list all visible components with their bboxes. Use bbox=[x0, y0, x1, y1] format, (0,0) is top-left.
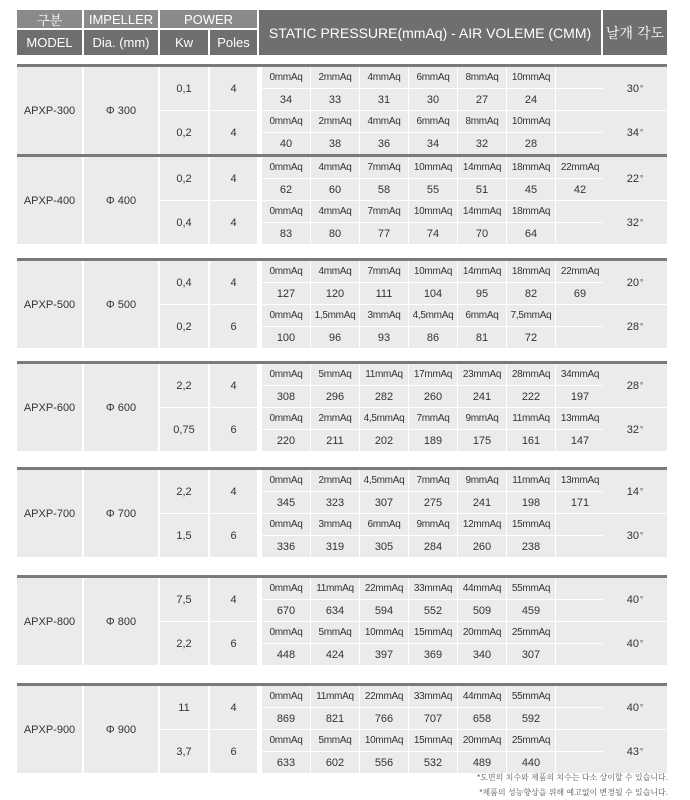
blade-angle bbox=[603, 67, 667, 110]
pressure-cell: 0mmAq bbox=[262, 67, 310, 88]
pressure-cell: 0mmAq bbox=[262, 408, 310, 429]
pressure-cell: 10mmAq bbox=[360, 622, 408, 643]
pressure-cell: 15mmAq bbox=[409, 730, 457, 751]
pressure-cell: 6mmAq bbox=[409, 67, 457, 88]
volume-cell: 307 bbox=[507, 644, 555, 665]
pressure-cell: 7mmAq bbox=[409, 470, 457, 491]
volume-cell: 658 bbox=[458, 708, 506, 729]
pressure-cell: 18mmAq bbox=[507, 261, 555, 282]
degree-symbol: ° bbox=[640, 322, 644, 331]
header-static-pressure: STATIC PRESSURE(mmAq) - AIR VOLEME (CMM) bbox=[259, 10, 601, 55]
pressure-cell: 14mmAq bbox=[458, 201, 506, 222]
pressure-cell: 4,5mmAq bbox=[360, 408, 408, 429]
blade-angle bbox=[603, 201, 667, 244]
volume-cell: 34 bbox=[409, 133, 457, 154]
volume-cell bbox=[556, 89, 604, 110]
volume-cell: 197 bbox=[556, 386, 604, 407]
pressure-cell: 1,5mmAq bbox=[311, 305, 359, 326]
blade-angle-value: 30 bbox=[626, 529, 640, 542]
impeller-dia: Φ 600 bbox=[84, 364, 158, 451]
volume-cell: 70 bbox=[458, 223, 506, 244]
pressure-cell: 8mmAq bbox=[458, 111, 506, 132]
blade-angle bbox=[603, 514, 667, 557]
pressure-cell: 5mmAq bbox=[311, 622, 359, 643]
note-performance: *제품의 성능향상을 위해 예고없이 변경될 수 있습니다. bbox=[479, 788, 668, 797]
volume-cell: 24 bbox=[507, 89, 555, 110]
pressure-cell: 44mmAq bbox=[458, 578, 506, 599]
volume-cell: 42 bbox=[556, 179, 604, 200]
pressure-cell: 14mmAq bbox=[458, 261, 506, 282]
model-name: APXP-800 bbox=[17, 578, 82, 665]
pressure-cell: 22mmAq bbox=[556, 261, 604, 282]
kw-value: 1,5 bbox=[160, 514, 208, 557]
pressure-cell: 22mmAq bbox=[556, 157, 604, 178]
blade-angle bbox=[603, 364, 667, 407]
kw-value: 0,2 bbox=[160, 305, 208, 348]
volume-cell: 440 bbox=[507, 752, 555, 773]
pressure-cell: 0mmAq bbox=[262, 686, 310, 707]
pressure-cell: 5mmAq bbox=[311, 364, 359, 385]
pressure-cell: 34mmAq bbox=[556, 364, 604, 385]
volume-cell: 340 bbox=[458, 644, 506, 665]
volume-cell: 111 bbox=[360, 283, 408, 304]
pressure-cell: 10mmAq bbox=[507, 67, 555, 88]
volume-cell: 69 bbox=[556, 283, 604, 304]
volume-cell: 104 bbox=[409, 283, 457, 304]
model-name: APXP-300 bbox=[17, 67, 82, 154]
kw-value: 0,75 bbox=[160, 408, 208, 451]
pressure-cell: 5mmAq bbox=[311, 730, 359, 751]
pressure-cell: 11mmAq bbox=[360, 364, 408, 385]
volume-cell: 241 bbox=[458, 492, 506, 513]
volume-cell: 459 bbox=[507, 600, 555, 621]
pressure-cell: 10mmAq bbox=[409, 157, 457, 178]
volume-cell bbox=[556, 223, 604, 244]
header-power: POWER bbox=[160, 10, 257, 28]
pressure-cell: 0mmAq bbox=[262, 261, 310, 282]
pressure-cell: 13mmAq bbox=[556, 470, 604, 491]
poles-value: 4 bbox=[210, 578, 257, 621]
kw-value: 0,1 bbox=[160, 67, 208, 110]
pressure-cell: 4mmAq bbox=[311, 157, 359, 178]
volume-cell: 30 bbox=[409, 89, 457, 110]
volume-cell: 220 bbox=[262, 430, 310, 451]
pressure-cell: 25mmAq bbox=[507, 730, 555, 751]
pressure-cell: 2mmAq bbox=[311, 408, 359, 429]
blade-angle bbox=[603, 578, 667, 621]
blade-angle bbox=[603, 111, 667, 154]
blade-angle-value: 28 bbox=[626, 379, 640, 392]
header-model: MODEL bbox=[17, 30, 82, 55]
poles-value: 4 bbox=[210, 157, 257, 200]
blade-angle-value: 32 bbox=[626, 216, 640, 229]
volume-cell: 633 bbox=[262, 752, 310, 773]
blade-angle-value: 30 bbox=[626, 82, 640, 95]
volume-cell: 95 bbox=[458, 283, 506, 304]
volume-cell: 282 bbox=[360, 386, 408, 407]
volume-cell bbox=[556, 600, 604, 621]
volume-cell bbox=[556, 327, 604, 348]
poles-value: 4 bbox=[210, 470, 257, 513]
pressure-cell: 55mmAq bbox=[507, 686, 555, 707]
degree-symbol: ° bbox=[640, 174, 644, 183]
volume-cell: 96 bbox=[311, 327, 359, 348]
pressure-cell: 2mmAq bbox=[311, 470, 359, 491]
blade-angle bbox=[603, 157, 667, 200]
pressure-cell: 8mmAq bbox=[458, 67, 506, 88]
volume-cell: 51 bbox=[458, 179, 506, 200]
volume-cell: 397 bbox=[360, 644, 408, 665]
pressure-cell bbox=[556, 686, 604, 707]
volume-cell: 31 bbox=[360, 89, 408, 110]
blade-angle-value: 40 bbox=[626, 637, 640, 650]
pressure-cell: 11mmAq bbox=[507, 408, 555, 429]
volume-cell: 260 bbox=[458, 536, 506, 557]
blade-angle-value: 22 bbox=[626, 172, 640, 185]
degree-symbol: ° bbox=[640, 128, 644, 137]
volume-cell: 275 bbox=[409, 492, 457, 513]
volume-cell: 260 bbox=[409, 386, 457, 407]
volume-cell: 93 bbox=[360, 327, 408, 348]
volume-cell: 81 bbox=[458, 327, 506, 348]
pressure-cell: 0mmAq bbox=[262, 364, 310, 385]
blade-angle-value: 40 bbox=[626, 593, 640, 606]
pressure-cell: 4mmAq bbox=[311, 201, 359, 222]
volume-cell: 670 bbox=[262, 600, 310, 621]
volume-cell: 448 bbox=[262, 644, 310, 665]
pressure-cell: 10mmAq bbox=[507, 111, 555, 132]
volume-cell bbox=[556, 752, 604, 773]
poles-value: 4 bbox=[210, 261, 257, 304]
volume-cell: 171 bbox=[556, 492, 604, 513]
header-kw: Kw bbox=[160, 30, 208, 55]
poles-value: 4 bbox=[210, 67, 257, 110]
volume-cell bbox=[556, 133, 604, 154]
kw-value: 0,2 bbox=[160, 111, 208, 154]
pressure-cell: 18mmAq bbox=[507, 201, 555, 222]
pressure-cell: 4mmAq bbox=[311, 261, 359, 282]
degree-symbol: ° bbox=[640, 747, 644, 756]
volume-cell: 72 bbox=[507, 327, 555, 348]
volume-cell: 323 bbox=[311, 492, 359, 513]
pressure-cell: 11mmAq bbox=[311, 578, 359, 599]
header-impeller: IMPELLER bbox=[84, 10, 158, 28]
blade-angle-value: 20 bbox=[626, 276, 640, 289]
pressure-cell: 28mmAq bbox=[507, 364, 555, 385]
volume-cell: 308 bbox=[262, 386, 310, 407]
poles-value: 4 bbox=[210, 364, 257, 407]
blade-angle bbox=[603, 622, 667, 665]
model-name: APXP-500 bbox=[17, 261, 82, 348]
volume-cell: 509 bbox=[458, 600, 506, 621]
degree-symbol: ° bbox=[640, 218, 644, 227]
pressure-cell: 22mmAq bbox=[360, 686, 408, 707]
impeller-dia: Φ 900 bbox=[84, 686, 158, 773]
pressure-cell bbox=[556, 67, 604, 88]
pressure-cell: 0mmAq bbox=[262, 578, 310, 599]
pressure-cell bbox=[556, 201, 604, 222]
poles-value: 6 bbox=[210, 408, 257, 451]
kw-value: 0,4 bbox=[160, 201, 208, 244]
volume-cell: 532 bbox=[409, 752, 457, 773]
volume-cell: 120 bbox=[311, 283, 359, 304]
volume-cell: 821 bbox=[311, 708, 359, 729]
poles-value: 6 bbox=[210, 730, 257, 773]
header-dia: Dia. (mm) bbox=[84, 30, 158, 55]
volume-cell: 336 bbox=[262, 536, 310, 557]
blade-angle-value: 32 bbox=[626, 423, 640, 436]
pressure-cell: 15mmAq bbox=[507, 514, 555, 535]
pressure-cell: 20mmAq bbox=[458, 730, 506, 751]
volume-cell: 58 bbox=[360, 179, 408, 200]
pressure-cell: 9mmAq bbox=[458, 408, 506, 429]
kw-value: 2,2 bbox=[160, 622, 208, 665]
volume-cell: 28 bbox=[507, 133, 555, 154]
blade-angle-value: 28 bbox=[626, 320, 640, 333]
volume-cell: 592 bbox=[507, 708, 555, 729]
kw-value: 2,2 bbox=[160, 364, 208, 407]
pressure-cell: 0mmAq bbox=[262, 305, 310, 326]
volume-cell: 33 bbox=[311, 89, 359, 110]
volume-cell: 552 bbox=[409, 600, 457, 621]
header-gubun: 구분 bbox=[17, 10, 82, 28]
volume-cell: 594 bbox=[360, 600, 408, 621]
pressure-cell: 0mmAq bbox=[262, 514, 310, 535]
model-name: APXP-900 bbox=[17, 686, 82, 773]
volume-cell: 45 bbox=[507, 179, 555, 200]
pressure-cell: 4mmAq bbox=[360, 111, 408, 132]
pressure-cell: 3mmAq bbox=[311, 514, 359, 535]
volume-cell: 60 bbox=[311, 179, 359, 200]
model-name: APXP-700 bbox=[17, 470, 82, 557]
volume-cell: 202 bbox=[360, 430, 408, 451]
pressure-cell: 9mmAq bbox=[409, 514, 457, 535]
degree-symbol: ° bbox=[640, 381, 644, 390]
volume-cell: 127 bbox=[262, 283, 310, 304]
poles-value: 4 bbox=[210, 111, 257, 154]
pressure-cell: 2mmAq bbox=[311, 111, 359, 132]
impeller-dia: Φ 400 bbox=[84, 157, 158, 244]
pressure-cell: 20mmAq bbox=[458, 622, 506, 643]
volume-cell: 36 bbox=[360, 133, 408, 154]
volume-cell: 869 bbox=[262, 708, 310, 729]
pressure-cell: 12mmAq bbox=[458, 514, 506, 535]
volume-cell: 86 bbox=[409, 327, 457, 348]
pressure-cell: 3mmAq bbox=[360, 305, 408, 326]
blade-angle bbox=[603, 408, 667, 451]
volume-cell: 64 bbox=[507, 223, 555, 244]
model-name: APXP-600 bbox=[17, 364, 82, 451]
volume-cell: 147 bbox=[556, 430, 604, 451]
pressure-cell: 33mmAq bbox=[409, 578, 457, 599]
volume-cell: 55 bbox=[409, 179, 457, 200]
poles-value: 6 bbox=[210, 305, 257, 348]
volume-cell: 175 bbox=[458, 430, 506, 451]
pressure-cell: 0mmAq bbox=[262, 111, 310, 132]
volume-cell: 634 bbox=[311, 600, 359, 621]
pressure-cell: 0mmAq bbox=[262, 157, 310, 178]
note-dimensions: *도면의 치수와 제품의 치수는 다소 상이할 수 있습니다. bbox=[477, 773, 668, 782]
pressure-cell: 0mmAq bbox=[262, 201, 310, 222]
volume-cell: 489 bbox=[458, 752, 506, 773]
pressure-cell: 11mmAq bbox=[311, 686, 359, 707]
volume-cell: 80 bbox=[311, 223, 359, 244]
volume-cell: 305 bbox=[360, 536, 408, 557]
pressure-cell: 7mmAq bbox=[360, 261, 408, 282]
volume-cell: 211 bbox=[311, 430, 359, 451]
pressure-cell: 14mmAq bbox=[458, 157, 506, 178]
volume-cell bbox=[556, 536, 604, 557]
blade-angle bbox=[603, 730, 667, 773]
pressure-cell: 4mmAq bbox=[360, 67, 408, 88]
pressure-cell: 4,5mmAq bbox=[409, 305, 457, 326]
pressure-cell: 10mmAq bbox=[409, 201, 457, 222]
degree-symbol: ° bbox=[640, 531, 644, 540]
volume-cell bbox=[556, 708, 604, 729]
blade-angle bbox=[603, 305, 667, 348]
volume-cell: 284 bbox=[409, 536, 457, 557]
degree-symbol: ° bbox=[640, 278, 644, 287]
volume-cell: 38 bbox=[311, 133, 359, 154]
blade-angle bbox=[603, 686, 667, 729]
pressure-cell: 7mmAq bbox=[409, 408, 457, 429]
volume-cell: 424 bbox=[311, 644, 359, 665]
volume-cell: 198 bbox=[507, 492, 555, 513]
pressure-cell bbox=[556, 305, 604, 326]
pressure-cell: 4,5mmAq bbox=[360, 470, 408, 491]
pressure-cell: 33mmAq bbox=[409, 686, 457, 707]
kw-value: 7,5 bbox=[160, 578, 208, 621]
poles-value: 4 bbox=[210, 686, 257, 729]
pressure-cell: 6mmAq bbox=[409, 111, 457, 132]
pressure-cell: 10mmAq bbox=[409, 261, 457, 282]
volume-cell: 74 bbox=[409, 223, 457, 244]
blade-angle bbox=[603, 261, 667, 304]
pressure-cell: 13mmAq bbox=[556, 408, 604, 429]
degree-symbol: ° bbox=[640, 703, 644, 712]
volume-cell: 307 bbox=[360, 492, 408, 513]
volume-cell: 27 bbox=[458, 89, 506, 110]
blade-angle-value: 34 bbox=[626, 126, 640, 139]
model-name: APXP-400 bbox=[17, 157, 82, 244]
pressure-cell: 7,5mmAq bbox=[507, 305, 555, 326]
pressure-cell bbox=[556, 578, 604, 599]
volume-cell: 77 bbox=[360, 223, 408, 244]
poles-value: 6 bbox=[210, 514, 257, 557]
volume-cell: 319 bbox=[311, 536, 359, 557]
volume-cell: 345 bbox=[262, 492, 310, 513]
pressure-cell: 6mmAq bbox=[458, 305, 506, 326]
header-blade-angle: 날개 각도 bbox=[603, 10, 667, 55]
impeller-dia: Φ 700 bbox=[84, 470, 158, 557]
pressure-cell: 55mmAq bbox=[507, 578, 555, 599]
volume-cell: 369 bbox=[409, 644, 457, 665]
pressure-cell: 6mmAq bbox=[360, 514, 408, 535]
kw-value: 11 bbox=[160, 686, 208, 729]
volume-cell: 766 bbox=[360, 708, 408, 729]
volume-cell: 602 bbox=[311, 752, 359, 773]
volume-cell: 161 bbox=[507, 430, 555, 451]
degree-symbol: ° bbox=[640, 487, 644, 496]
volume-cell: 241 bbox=[458, 386, 506, 407]
blade-angle-value: 40 bbox=[626, 701, 640, 714]
volume-cell: 32 bbox=[458, 133, 506, 154]
pressure-cell: 23mmAq bbox=[458, 364, 506, 385]
pressure-cell: 25mmAq bbox=[507, 622, 555, 643]
pressure-cell: 11mmAq bbox=[507, 470, 555, 491]
kw-value: 0,4 bbox=[160, 261, 208, 304]
pressure-cell bbox=[556, 622, 604, 643]
pressure-cell: 44mmAq bbox=[458, 686, 506, 707]
pressure-cell: 17mmAq bbox=[409, 364, 457, 385]
degree-symbol: ° bbox=[640, 425, 644, 434]
pressure-cell: 10mmAq bbox=[360, 730, 408, 751]
blade-angle-value: 43 bbox=[626, 745, 640, 758]
degree-symbol: ° bbox=[640, 639, 644, 648]
kw-value: 3,7 bbox=[160, 730, 208, 773]
blade-angle bbox=[603, 470, 667, 513]
pressure-cell: 9mmAq bbox=[458, 470, 506, 491]
volume-cell: 556 bbox=[360, 752, 408, 773]
degree-symbol: ° bbox=[640, 84, 644, 93]
pressure-cell: 18mmAq bbox=[507, 157, 555, 178]
pressure-cell: 0mmAq bbox=[262, 622, 310, 643]
volume-cell: 82 bbox=[507, 283, 555, 304]
volume-cell: 34 bbox=[262, 89, 310, 110]
volume-cell bbox=[556, 644, 604, 665]
volume-cell: 83 bbox=[262, 223, 310, 244]
volume-cell: 40 bbox=[262, 133, 310, 154]
poles-value: 4 bbox=[210, 201, 257, 244]
degree-symbol: ° bbox=[640, 595, 644, 604]
kw-value: 2,2 bbox=[160, 470, 208, 513]
impeller-dia: Φ 800 bbox=[84, 578, 158, 665]
pressure-cell: 7mmAq bbox=[360, 157, 408, 178]
volume-cell: 189 bbox=[409, 430, 457, 451]
volume-cell: 222 bbox=[507, 386, 555, 407]
pressure-cell: 7mmAq bbox=[360, 201, 408, 222]
pressure-cell bbox=[556, 111, 604, 132]
volume-cell: 62 bbox=[262, 179, 310, 200]
volume-cell: 238 bbox=[507, 536, 555, 557]
poles-value: 6 bbox=[210, 622, 257, 665]
impeller-dia: Φ 300 bbox=[84, 67, 158, 154]
volume-cell: 707 bbox=[409, 708, 457, 729]
pressure-cell: 22mmAq bbox=[360, 578, 408, 599]
pressure-cell bbox=[556, 514, 604, 535]
pressure-cell: 0mmAq bbox=[262, 730, 310, 751]
header-poles: Poles bbox=[210, 30, 257, 55]
kw-value: 0,2 bbox=[160, 157, 208, 200]
pressure-cell: 2mmAq bbox=[311, 67, 359, 88]
pressure-cell: 0mmAq bbox=[262, 470, 310, 491]
pressure-cell bbox=[556, 730, 604, 751]
blade-angle-value: 14 bbox=[626, 485, 640, 498]
impeller-dia: Φ 500 bbox=[84, 261, 158, 348]
volume-cell: 100 bbox=[262, 327, 310, 348]
volume-cell: 296 bbox=[311, 386, 359, 407]
pressure-cell: 15mmAq bbox=[409, 622, 457, 643]
